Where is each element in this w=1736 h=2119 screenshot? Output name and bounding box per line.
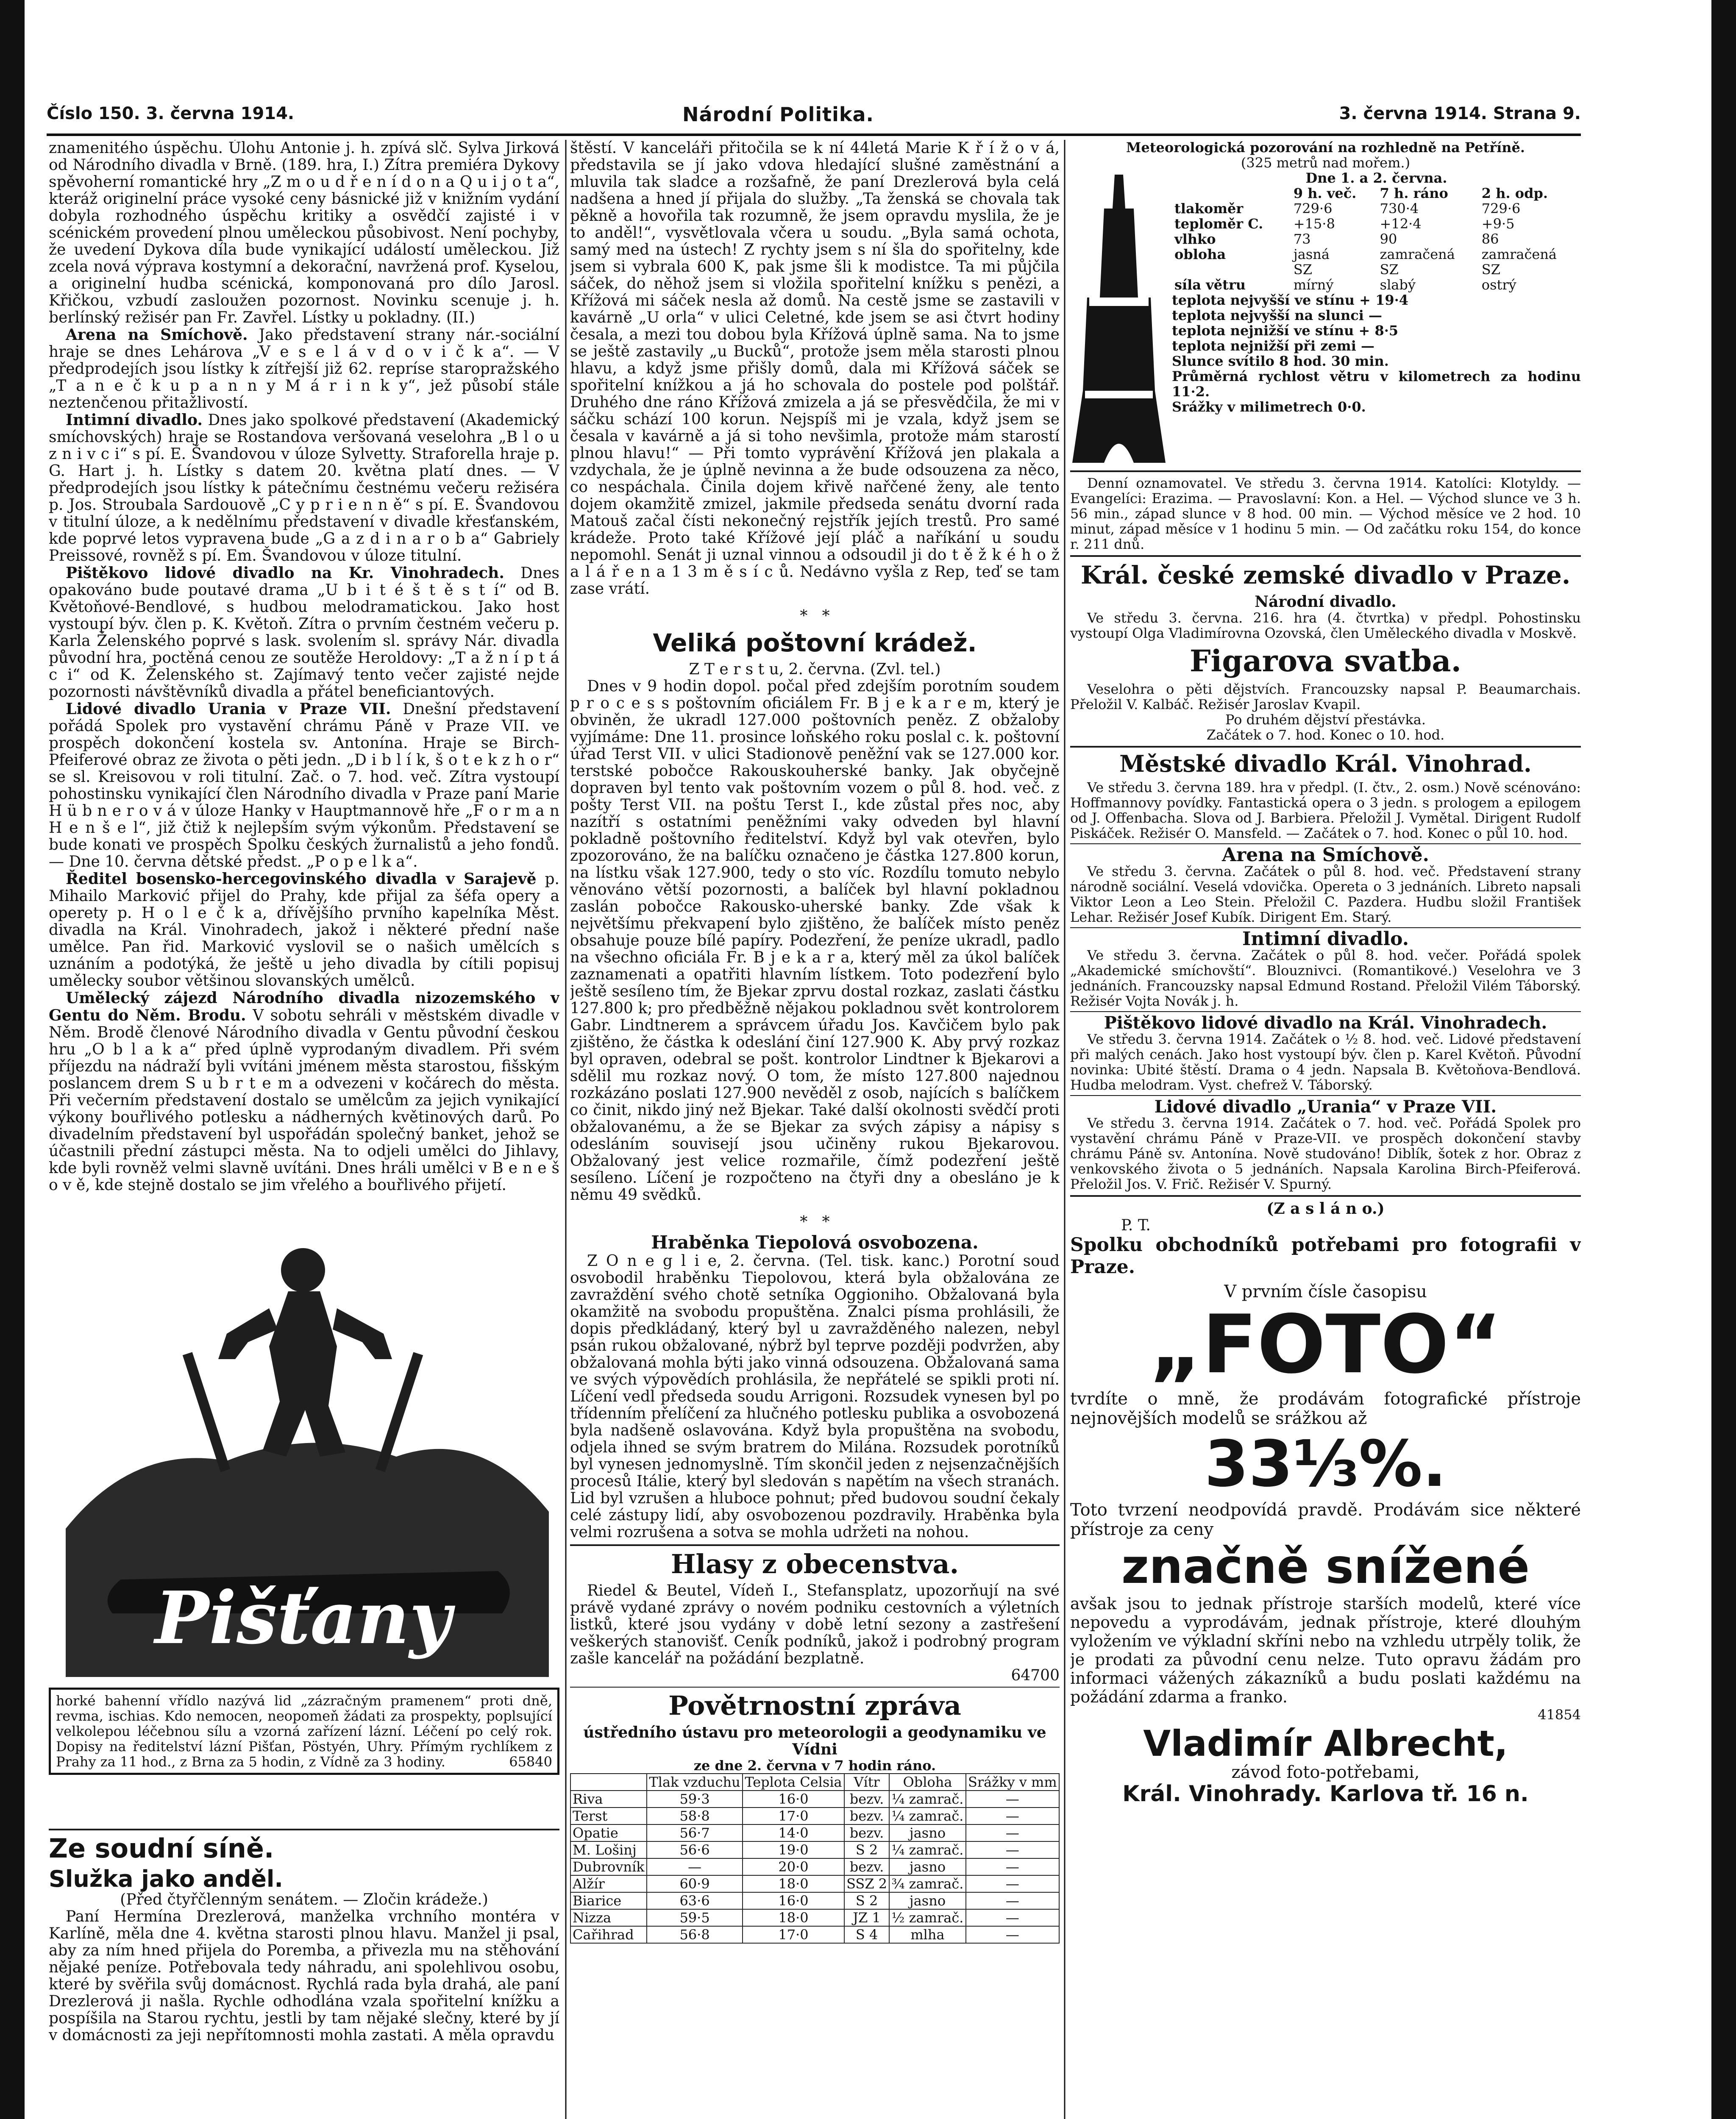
petrin-obs-row bbox=[1172, 216, 1581, 231]
petrin-obs-block bbox=[1070, 170, 1581, 467]
petrin-obs-value: 86 bbox=[1481, 231, 1499, 247]
weather-cell: bezv. bbox=[844, 1824, 889, 1841]
weather-cell: ¼ zamrač. bbox=[889, 1841, 965, 1858]
weather-cell: ¼ zamrač. bbox=[889, 1791, 965, 1808]
weather-cell: 19·0 bbox=[743, 1841, 844, 1858]
petrin-obs-label: obloha bbox=[1174, 246, 1226, 262]
petrin-obs-title: Meteorologická pozorování na rozhledně na Petříně. bbox=[1126, 140, 1525, 156]
foto-pt: P. T. bbox=[1121, 1217, 1151, 1234]
section-stars-2: * * bbox=[800, 1213, 830, 1231]
divider-9 bbox=[1070, 1011, 1581, 1012]
weather-cell: — bbox=[966, 1875, 1059, 1892]
national-theatre-play-text: Veselohra o pěti dějstvích. Francouzsky napsal P. Beaumarchais. Přeložil V. Kalbáč. Režisér Jaroslav Kvapil. bbox=[1070, 681, 1581, 712]
weather-row bbox=[570, 1909, 1059, 1926]
postal-theft-text: Dnes v 9 hodin dopol. počal před zdejším porotním soudem p r o c e s s poštovním oficiálem Fr. B j e k a r e m, který je obviněn, že ukradl 127.000 poštovních peněz. Z obžaloby vyjímáme: Dne 11. prosince loňského roku poslal c. k. poštovní úřad Terst VII. v ulici Stadionově peněžní vak se 127.000 kor. terstské pobočce Rakouskouherské banky. Jak obyčejně dopraven byl tento vak poštovním vozem o půl 8. hod. več. z pošty Terst VII. na poštu Terst I., kde zůstal přes noc, aby nazítří s ostatními peněžními vaky odveden byl hlavní pokladně poštovního ředitelství. Když byl vak otevřen, bylo zpozorováno, že na balíčku označeno je částka 127.800 korun, na lístku však 127.900, tedy o sto víc. Rozdílu tomuto nebylo věnováno větší pozornosti, a balíček byl hlavní pokladnou zaslán pobočce Rakousko-uherské banky. Zde však k největšímu překvapení bylo zjištěno, že balíček místo peněz obsahuje pouze bílé papíry. Podezření, že peníze ukradl, padlo na všechno oficiála Fr. B j e k a r a, který měl za úkol balíček zaznamenati a opatřiti hlavním lístkem. Toto podezření bylo ještě sesíleno tím, že Bjekar zprvu dostal rozkaz, zaslati částku 127.800 k; pro předběžně nějakou pokladnou svět kontrolorem Gabr. Lindtnerem a správcem úřadu Jos. Kavčičem bylo pak zjištěno, že částka k odeslání činí 127.900 K. Aby prvý rozkaz byl opraven, odebral se pošt. kontrolor Lindtner k Bjekarovi a sdělil mu rozkaz nový. O tom, že místo 127.800 najednou rozkázáno poslati 127.900 nevěděl z osob, najících s balíčkem co činit, nikdo jiný než Bjekar. Také další okolnosti svědčí proti obžalovanému, a že se Bjekar za svých zápisy a nápisy s odesláním souvisejí jsou učiněny rukou Bjekarovou. Obžalovaný jest velice rozmařile, čímž podezření ještě sesíleno. Líčení je rozpočteno na čtyři dny a obesláno je k němu 49 svědků. bbox=[570, 678, 1060, 1204]
weather-col-header: Tlak vzduchu bbox=[647, 1774, 743, 1791]
weather-cell: 63·6 bbox=[647, 1892, 743, 1909]
weather-cell: bezv. bbox=[844, 1808, 889, 1824]
foto-magazine-title: „FOTO“ bbox=[1149, 1298, 1502, 1391]
weather-table-header bbox=[570, 1774, 1059, 1791]
pistany-illustration bbox=[49, 1207, 559, 1681]
intimate-theatre-text: Ve středu 3. června. Začátek o půl 8. hod. večer. Pořádá spolek „Akademické smíchovští“. Blouznivci. (Romantikové.) Veselohra ve 3 jednáních. Francouzsky napsal Edmund Rostand. Přeložil Vilém Táborský. Režisér Vojta Novák j. h. bbox=[1070, 947, 1581, 1009]
weather-cell: Biarice bbox=[570, 1892, 647, 1909]
foto-text-2: Toto tvrzení neodpovídá pravdě. Prodávám sice některé přístroje za ceny bbox=[1070, 1500, 1581, 1539]
petrin-obs-value: +9·5 bbox=[1481, 216, 1515, 232]
weather-cell: 59·5 bbox=[647, 1909, 743, 1926]
petrin-obs-value: 90 bbox=[1380, 231, 1397, 247]
national-theatre-sub: Národní divadlo. bbox=[1255, 593, 1397, 611]
weather-cell: ¼ zamrač. bbox=[889, 1808, 965, 1824]
petrin-obs-value: 729·6 bbox=[1481, 200, 1521, 217]
foto-number: 41854 bbox=[1538, 1707, 1581, 1723]
petrin-obs-date: Dne 1. a 2. června. bbox=[1305, 170, 1447, 186]
court-senate: (Před čtyřčlenným senátem. — Zločin krádeže.) bbox=[120, 1891, 488, 1908]
vinohrady-theatre-title: Městské divadlo Král. Vinohrad. bbox=[1119, 750, 1532, 777]
foto-text-1: tvrdíte o mně, že prodávám fotografické přístroje nejnovějších modelů se srážkou až bbox=[1070, 1389, 1581, 1428]
column-1 bbox=[49, 140, 559, 2119]
tiepolo-title: Hraběnka Tiepolová osvobozena. bbox=[651, 1232, 979, 1253]
weather-row bbox=[570, 1841, 1059, 1858]
petrin-obs-extra-line: Průměrná rychlost větru v kilometrech za hodinu 11·2. bbox=[1172, 368, 1581, 400]
petrin-obs-value: SZ bbox=[1380, 261, 1399, 278]
public-voices-title: Hlasy z obecenstva. bbox=[670, 1549, 959, 1580]
weather-cell: — bbox=[647, 1858, 743, 1875]
weather-cell: jasno bbox=[889, 1858, 965, 1875]
national-theatre-pause: Po druhém dějství přestávka. bbox=[1225, 712, 1426, 728]
weather-col-header: Srážky v mm bbox=[966, 1774, 1059, 1791]
petrin-obs-value: +12·4 bbox=[1380, 216, 1422, 232]
public-voices-number: 64700 bbox=[1011, 1667, 1060, 1684]
petrin-obs-time: 2 h. odp. bbox=[1481, 185, 1548, 201]
petrin-obs-extra-line: teplota nejnižší při zemi — bbox=[1172, 338, 1374, 354]
weather-cell: Cařihrad bbox=[570, 1926, 647, 1943]
weather-cell: Terst bbox=[570, 1808, 647, 1824]
petrin-obs-row bbox=[1172, 247, 1581, 262]
weather-cell: JZ 1 bbox=[844, 1909, 889, 1926]
header-date-page: 3. června 1914. Strana 9. bbox=[1339, 104, 1581, 123]
weather-cell: Nizza bbox=[570, 1909, 647, 1926]
weather-cell: jasno bbox=[889, 1824, 965, 1841]
petrin-obs-time: 9 h. več. bbox=[1293, 185, 1357, 201]
foto-addressee: Spolku obchodníků potřebami pro fotografii v Praze. bbox=[1070, 1234, 1581, 1278]
weather-cell: 18·0 bbox=[743, 1909, 844, 1926]
petrin-obs-row bbox=[1172, 231, 1581, 247]
weather-cell: mlha bbox=[889, 1926, 965, 1943]
weather-date: ze dne 2. června v 7 hodin ráno. bbox=[693, 1757, 936, 1774]
weather-col-header: Vítr bbox=[844, 1774, 889, 1791]
zajezd-text: V sobotu sehráli v městském divadle v Něm. Brodě členové Národního divadla v Gentu původní českou hru „O b l a k a“ před úplně vyprodaným divadlem. Při svém příjezdu na nádraží byli vvítáni jménem města starostou, fišským poslancem drem S u b r t e m a odvezeni v kočárech do města. Při večerním představení dostalo se umělcům za jejich vynikající výkony bouřlivého potlesku a nádherných květinových darů. Po divadelním představení byl uspořádán společný banket, jehož se účastnili přední zástupci města. Na to odjeli umělci do Jihlavy, kde byli rovněž velmi slavně uvítáni. Dnes hráli umělci v B e n e š o v ě, kde stejně dostalo se jim vřelého a bouřlivého přijetí. bbox=[49, 1007, 559, 1194]
national-theatre-play: Figarova svatba. bbox=[1189, 643, 1461, 679]
pistany-ad-box bbox=[49, 1688, 559, 1775]
weather-title: Povětrnostní zpráva bbox=[668, 1690, 961, 1721]
petrin-obs-extra-line: Srážky v milimetrech 0·0. bbox=[1172, 399, 1366, 415]
pistek-heading: Pištěkovo lidové divadlo na Kr. Vinohradech. bbox=[66, 564, 504, 582]
foto-zaslano: (Z a s l á n o.) bbox=[1266, 1200, 1385, 1218]
court-story-continued: štěstí. V kanceláři přitočila se k ní 44letá Marie K ř í ž o v á, představila se jí jako vdova hledající slušné zaměstnání a mluvila tak sladce a rozšafně, že paní Drezlerová byla celá nadšena a hned jí přijala do služby. „Ta ženská se chovala tak pěkně a hovořila tak rozumně, že jsem opravdu myslila, že je to anděl!“, vysvětlovala včera u soudu. „Byla samá ochota, samý med na ústech! Z rychty jsem s ní šla do spořitelny, kde jsem si vybrala 600 K, pak jsme šli k modistce. Ta mi půjčila sáček, do něhož jsem si vložila spořitelní knížku s penězi, a Křížová mi sáček nesla až domů. Na cestě jsme se zastavili v kavárně „U orla“ v ulici Celetné, kde jsem se asi čtvrt hodiny česala, a mezi tou dobou byla Křížová úplně sama. Na to jsme se ještě zastavily „u Bucků“, protože jsem měla starosti plnou hlavu, a když jsme přišly domů, dala mi Křížová sáček se spořitelní knížkou a já ho schovala do postele pod polštář. Druhého dne ráno Křížová zmizela a já se přesvědčila, že mi v sáčku schází 100 korun. Nejspíš mi je vzala, když jsem se česala v kavárně a já si toho nevšimla, protože mám starostí plnou hlavu!“ — Při tomto vyprávění Křížová jen plakala a vzdychala, že je úplně nevinna a že bude odsouzena za něco, co nespáchala. Činila dojem křivě nařčené ženy, ale tento dojem okamžitě zmizel, jakmile předseda senátu dvorní rada Matouš začal čísti nekonečný rejstřík jejích trestů. Pro samé krádeže. Proto také Křížové její pláč a naříkání u soudu nepomohl. Senát ji uznal vinnou a odsoudil ji do t ě ž k é h o ž a l á ř e n a 1 3 m ě s í c ů. Nedávno vyšla z Rep, teď se tam zase vrátí. bbox=[570, 140, 1060, 598]
weather-col-header: Obloha bbox=[889, 1774, 965, 1791]
zajezd-heading: Umělecký zájezd Národního divadla nizozemského v Gentu do Něm. Brodu. bbox=[49, 989, 559, 1024]
divider-5 bbox=[1070, 555, 1581, 557]
urania-theatre-title: Lidové divadlo „Urania“ v Praze VII. bbox=[1154, 1097, 1497, 1117]
weather-cell: S 2 bbox=[844, 1892, 889, 1909]
daily-announcer: Denní oznamovatel. Ve středu 3. června 1914. Katolíci: Klotyldy. — Evangelíci: Erazima. — Pravoslavní: Kon. a Hel. — Východ slunce ve 3 h. 56 min., západ slunce v 8 hod. 00 min. — Východ měsíce ve 2 hod. 10 minut, západ měsíce v 1 hodinu 5 min. — Od začátku roku 154, do konce r. 211 dnů. bbox=[1070, 475, 1581, 552]
petrin-obs-row bbox=[1172, 201, 1581, 216]
pistany-ad-text: horké bahenní vřídlo nazývá lid „zázračným pramenem“ proti dně, revma, ischias. Kdo nemocen, neopomeň žádati za prospekty, poplsující velkolepou léčebnou sílu a vzorná zařízení lázní. Léčení po celý rok. Dopisy na ředitelství lázní Pišťan, Pöstyén, Uhry. Přímým rychlíkem z Prahy za 11 hod., z Brna za 5 hodin, z Vídně za 3 hodiny. bbox=[56, 1693, 552, 1770]
foto-percent: 33⅓%. bbox=[1204, 1427, 1447, 1501]
divider bbox=[49, 1829, 559, 1830]
national-theatre-title: Král. české zemské divadlo v Praze. bbox=[1080, 561, 1571, 590]
divider-10 bbox=[1070, 1095, 1581, 1096]
foto-discount: značně snížené bbox=[1121, 1539, 1530, 1594]
arena-text: Jako představení strany nár.-sociální hraje se dnes Lehárova „V e s e l á v d o v i č k a“. — V předprodejích jsou lístky k zítřejší již 62. repríse staropražského „T a n e č k u p a n n y M á r i n k y“, jež působí stále neztenčenou přitažlivostí. bbox=[49, 326, 559, 412]
petrin-obs-time: 7 h. ráno bbox=[1380, 185, 1448, 201]
intimate-theatre-title: Intimní divadlo. bbox=[1242, 928, 1409, 950]
petrin-obs-value: SZ bbox=[1293, 261, 1313, 278]
petrin-obs-row bbox=[1172, 277, 1581, 292]
weather-cell: — bbox=[966, 1892, 1059, 1909]
arena-heading: Arena na Smíchově. bbox=[66, 326, 248, 344]
petrin-obs-row bbox=[1172, 262, 1581, 277]
weather-cell: Dubrovník bbox=[570, 1858, 647, 1875]
court-story-title: Služka jako anděl. bbox=[49, 1866, 283, 1892]
divider-3 bbox=[570, 1687, 1060, 1688]
pistany-brand: Pišťany bbox=[155, 1576, 451, 1660]
foto-advertisement bbox=[1070, 1200, 1581, 1807]
weather-table-body bbox=[570, 1791, 1059, 1943]
weather-cell: — bbox=[966, 1926, 1059, 1943]
weather-cell: bezv. bbox=[844, 1858, 889, 1875]
divider-11 bbox=[1070, 1195, 1581, 1197]
petrin-obs-value: 73 bbox=[1293, 231, 1311, 247]
weather-row bbox=[570, 1892, 1059, 1909]
divider-2 bbox=[570, 1544, 1060, 1546]
divider-4 bbox=[1070, 470, 1581, 472]
pistek-text: Dnes opakováno bude poutavé drama „U b i t é š t ě s t í“ od B. Květoňové-Bendlové, s hudbou melodramatickou. Jako host vystoupí býv. člen p. K. Květoň. Zítra o prvním čestném večeru p. Karla Želenského poprvé s lask. svolením sl. správy Nár. divadla původní hra, poctěná cenou ze soutěže Heroldovy: „T a ž n í p t á c i“ od K. Želenského st. Zajímavý tento večer zajisté nejde pozornosti návštěvníků divadla a přátel beneficiantových. bbox=[49, 565, 559, 701]
petrin-obs-extra-line: teplota nejvyšší ve stínu + 19·4 bbox=[1172, 292, 1408, 308]
petrin-obs-extra-line: teplota nejvyšší na slunci — bbox=[1172, 307, 1383, 323]
foto-signature-firm: závod foto-potřebami, bbox=[1231, 1763, 1420, 1782]
weather-table bbox=[570, 1773, 1060, 1944]
sarajevo-text: p. Mihailo Marković přijel do Prahy, kde přijal za šéfa opery a operety p. H o l e č k a, dřívějšího prvního kapelníka Měst. divadla na Král. Vinohradech, jakož i některé přední naše umělce. Pan řid. Marković vyslovil se o našich umělcích s uznáním a podotýká, že ještě u jeho divadla by cítili popisuj umělecky soubor většinou slovanských umělců. bbox=[49, 870, 559, 990]
urania-theatre-text: Ve středu 3. června 1914. Začátek o 7. hod. več. Pořádá Spolek pro vystavění chrámu Páně v Praze-VII. ve prospěch dokončení stavby chrámu Páně sv. Antonína. Nově studováno! Diblík, šotek z hor. Obraz z venkovského života o 5 jednáních. Napsala Karolina Birch-Pfeiferová. Přeložil Jos. V. Frič. Režisér V. Spurný. bbox=[1070, 1115, 1581, 1192]
national-theatre-text: Ve středu 3. června. 216. hra (4. čtvrtka) v předpl. Pohostinsku vystoupí Olga Vladimírovna Ozovská, člen Uměleckého divadla v Moskvě. bbox=[1070, 610, 1581, 641]
weather-col-header: Teplota Celsia bbox=[743, 1774, 844, 1791]
weather-cell: Opatie bbox=[570, 1824, 647, 1841]
petrin-obs-label: tlakoměr bbox=[1174, 200, 1244, 217]
weather-cell: 56·6 bbox=[647, 1841, 743, 1858]
pistek-theatre-text: Ve středu 3. června 1914. Začátek o ½ 8. hod. več. Lidové představení při malých cenách. Jako host vystoupí býv. člen p. Karel Květoň. Původní novinka: Ubité štěstí. Drama o 4 jedn. Napsala B. Květoňova-Bendlová. Hudba melodram. Vyst. chefrež V. Táborský. bbox=[1070, 1031, 1581, 1093]
postal-theft-dateline: Z T e r s t u, 2. června. (Zvl. tel.) bbox=[689, 661, 941, 678]
tiepolo-text: Z O n e g l i e, 2. června. (Tel. tisk. kanc.) Porotní soud osvobodil hraběnku Tiepolovou, která byla obžalována ze zavraždění svého chotě setníka Oggioniho. Obžalovaná byla okamžitě na svobodu propuštěna. Znalci písma prohlásili, že dopis předkládaný, který byl u zavražděného nalezen, nebyl psán rukou obžalované, nýbrž byl teprve později podvržen, aby obžalovaná mohla býti jako vinná odsouzena. Obžalovaná sama ve svých výpovědích prohlásila, že nepřátelé se spikli proti ní. Líčení vedl předseda soudu Arrigoni. Rozsudek vynesen byl po třídenním přelíčení za hlučného potlesku publika a osvobozená byla nadšeně oslavována. Když byla propuštěna na svobodu, odjela ihned se svým bratrem do Milána. Rozsudek porotníků byl vynesen jednomyslně. Tím skončil jeden z nejsenzačnějších procesů Itálie, který byl sledován s napětím na všech stranách. Lid byl vzrušen a hluboce pohnut; před budovou soudní čekaly celé zástupy lidí, aby osvobozenou pozdravily. Hraběnka byla velmi rozrušena a sotva se mohla udržeti na nohou. bbox=[570, 1252, 1060, 1541]
weather-cell: 17·0 bbox=[743, 1808, 844, 1824]
petrin-obs-sub: (325 metrů nad mořem.) bbox=[1241, 155, 1410, 171]
pistany-advertisement bbox=[49, 1207, 559, 1825]
petrin-obs-label: síla větru bbox=[1174, 277, 1246, 293]
weather-row bbox=[570, 1875, 1059, 1892]
weather-col-header bbox=[570, 1774, 647, 1791]
column-3 bbox=[1070, 140, 1581, 2119]
petrin-obs-extra-line: teplota nejnižší ve stínu + 8·5 bbox=[1172, 323, 1399, 339]
urania-heading: Lidové divadlo Urania v Praze VII. bbox=[66, 700, 391, 718]
intimni-heading: Intimní divadlo. bbox=[66, 411, 203, 429]
public-voices-text: Riedel & Beutel, Vídeň I., Stefansplatz, upozorňují na své právě vydané zprávy o novém podniku cestovních a výletních listků, které jsou vydány v době letní sezony a zastřešení veškerých stanovišť. Ceník podníků, jakož i podrobný program zašle kancelář na požádání bezplatně. bbox=[570, 1582, 1060, 1667]
weather-row bbox=[570, 1926, 1059, 1943]
crutch-breaker-figure bbox=[183, 1248, 423, 1472]
weather-cell: 56·8 bbox=[647, 1926, 743, 1943]
foto-signature-name: Vladimír Albrecht, bbox=[1143, 1723, 1508, 1764]
weather-cell: 18·0 bbox=[743, 1875, 844, 1892]
petrin-obs-value: zamračená bbox=[1481, 246, 1557, 262]
arena-theatre-title: Arena na Smíchově. bbox=[1221, 844, 1429, 866]
weather-cell: — bbox=[966, 1791, 1059, 1808]
weather-cell: 14·0 bbox=[743, 1824, 844, 1841]
section-stars: * * bbox=[800, 607, 830, 625]
weather-cell: SSZ 2 bbox=[844, 1875, 889, 1892]
column-2 bbox=[570, 140, 1060, 2119]
weather-row bbox=[570, 1858, 1059, 1875]
weather-cell: — bbox=[966, 1858, 1059, 1875]
intimni-text: Dnes jako spolkové představení (Akademický smíchovských) hraje se Rostandova veršovaná veselohra „B l o u z n i v c i“ s pí. E. Švandovou v úloze Sylvetty. Straforella hraje p. G. Hart j. h. Lístky s datem 20. května platí dnes. — V předprodejích jsou lístky k pátečnímu čestnému večeru režiséra p. Jos. Stroubala Sardouově „C y p r i e n n ě“ s pí. E. Švandovou v titulní úloze, a k nedělnímu představení v divadle křesťanském, kde poprvé letos vypravena bude „G a z d i n a r o b a“ Gabriely Preissové, rovněž s pí. Em. Švandovou v úloze titulní. bbox=[49, 412, 559, 565]
header-masthead: Národní Politika. bbox=[682, 103, 874, 126]
postal-theft-title: Veliká poštovní krádež. bbox=[653, 628, 977, 657]
weather-cell: ½ zamrač. bbox=[889, 1909, 965, 1926]
petrin-obs-extra-line: Slunce svítilo 8 hod. 30 min. bbox=[1172, 353, 1389, 369]
weather-cell: — bbox=[966, 1841, 1059, 1858]
weather-cell: Alžír bbox=[570, 1875, 647, 1892]
petrin-obs-extra bbox=[1172, 292, 1581, 414]
pistany-ad-number: 65840 bbox=[509, 1754, 552, 1770]
weather-cell: — bbox=[966, 1808, 1059, 1824]
petrin-obs-label: teploměr C. bbox=[1174, 216, 1263, 232]
weather-cell: S 4 bbox=[844, 1926, 889, 1943]
petrin-obs-header bbox=[1172, 186, 1581, 201]
weather-row bbox=[570, 1808, 1059, 1824]
petrin-obs-label: vlhko bbox=[1174, 231, 1216, 247]
sarajevo-heading: Ředitel bosensko-hercegovinského divadla v Sarajevě bbox=[66, 870, 537, 888]
weather-cell: jasno bbox=[889, 1892, 965, 1909]
petrin-obs-value: zamračená bbox=[1380, 246, 1455, 262]
foto-signature-address: Král. Vinohrady. Karlova tř. 16 n. bbox=[1122, 1781, 1529, 1807]
petrin-obs-value: ostrý bbox=[1481, 277, 1516, 293]
weather-cell: 20·0 bbox=[743, 1858, 844, 1875]
running-header bbox=[47, 104, 1581, 133]
weather-institute: ústředního ústavu pro meteorologii a geodynamiku ve Vídni bbox=[583, 1724, 1046, 1758]
header-issue: Číslo 150. 3. června 1914. bbox=[47, 104, 295, 123]
petrin-obs-value: jasná bbox=[1293, 246, 1330, 262]
foto-text-3: avšak jsou to jednak přístroje starších modelů, které více nepovedu a vyprodávám, jednak přístroje, které dlouhým vyložením ve výkladní skříni nebo na vzhledu utrpěly tolik, že je prodati za původní cenu nelze. Tuto opravu žádám pro informaci vážených zákazníků a budu poslati každému na požádání zdarma a franko. bbox=[1070, 1594, 1581, 1706]
weather-cell: 16·0 bbox=[743, 1892, 844, 1909]
weather-cell: 17·0 bbox=[743, 1926, 844, 1943]
court-story-text: Paní Hermína Drezlerová, manželka vrchního montéra v Karlíně, měla dne 4. května starosti plnou hlavu. Manžel ji psal, aby za ním hned přijela do Poremba, a přivezla mu na stěhování nějaké peníze. Potřebovala tedy náhradu, ani spolehlivou osobu, které by svěřila svůj domácnost. Rychlá rada byla drahá, ale paní Drezlerová ji našla. Rychle odhodlána vzala spořitelní knížku a pospíšila na Starou rychtu, jestli by tam nějaké slečny, které by jí v domácnosti za jeji nepřítomnosti mohla zastati. A měla opravdu bbox=[49, 1908, 559, 2044]
weather-cell: — bbox=[966, 1909, 1059, 1926]
national-theatre-times: Začátek o 7. hod. Konec o 10. hod. bbox=[1206, 727, 1445, 743]
weather-cell: — bbox=[966, 1824, 1059, 1841]
petrin-obs-value: slabý bbox=[1380, 277, 1416, 293]
petrin-obs-value: 730·4 bbox=[1380, 200, 1419, 217]
weather-cell: S 2 bbox=[844, 1841, 889, 1858]
weather-cell: Riva bbox=[570, 1791, 647, 1808]
arena-theatre-text: Ve středu 3. června. Začátek o půl 8. hod. več. Představení strany národně sociální. Veselá vdovička. Opereta o 3 jednáních. Libreto napsali Viktor Leon a Leo Stein. Přeložil C. Pazdera. Hudbu složil František Lehar. Režisér Josef Kubík. Dirigent Em. Starý. bbox=[1070, 863, 1581, 925]
urania-text: Dnešní představení pořádá Spolek pro vystavění chrámu Páně v Praze VII. ve prospěch dokončení kostela sv. Antonína. Hraje se Birch-Pfeiferové obraz ze života o pěti jedn. „D i b l í k, š o t e k z h o r“ se sl. Kreisovou v roli titulní. Zač. o 7. hod. več. Zítra vystoupí pohostinsku vynikající člen Národního divadla v Praze paní Marie H ü b n e r o v á v úloze Hanky v Hauptmannově hře „F o r m a n H e n š e l“, již čtiž k nejlepším svým výkonům. Představení se bude konati ve prospěch Spolku českých žurnalistů a jeho fondů. — Dne 10. června dětské předst. „P o p e l k a“. bbox=[49, 701, 559, 870]
weather-cell: ¾ zamrač. bbox=[889, 1875, 965, 1892]
petrin-obs-table bbox=[1172, 186, 1581, 292]
petrin-obs-value: +15·8 bbox=[1293, 216, 1335, 232]
pistek-theatre-title: Pištěkovo lidové divadlo na Král. Vinohradech. bbox=[1104, 1013, 1547, 1033]
weather-cell: bezv. bbox=[844, 1791, 889, 1808]
petrin-tower-illustration bbox=[1070, 170, 1168, 467]
petrin-obs-label bbox=[1172, 262, 1291, 277]
petrin-obs-value: mírný bbox=[1293, 277, 1334, 293]
weather-row bbox=[570, 1791, 1059, 1808]
petrin-obs-value: SZ bbox=[1481, 261, 1500, 278]
weather-cell: 16·0 bbox=[743, 1791, 844, 1808]
weather-cell: 56·7 bbox=[647, 1824, 743, 1841]
weather-cell: 60·9 bbox=[647, 1875, 743, 1892]
vinohrady-theatre-text: Ve středu 3. června 189. hra v předpl. (I. čtv., 2. osm.) Nově scénováno: Hoffmannovy povídky. Fantastická opera o 3 jedn. s prologem a epilogem od J. Offenbacha. Slova od J. Barbiera. Přeložil J. Vymětal. Dirigent Rudolf Piskáček. Režisér O. Mansfeld. — Začátek o 7. hod. Konec o půl 10. hod. bbox=[1070, 779, 1581, 841]
weather-row bbox=[570, 1824, 1059, 1841]
weather-cell: 58·8 bbox=[647, 1808, 743, 1824]
petrin-obs-value: 729·6 bbox=[1293, 200, 1333, 217]
weather-cell: M. Lošinj bbox=[570, 1841, 647, 1858]
petrin-obs-data bbox=[1168, 170, 1581, 467]
divider-6 bbox=[1070, 746, 1581, 748]
theatre-text: znamenitého úspěchu. Úlohu Antonie j. h. zpívá slč. Sylva Jirková od Národního divadla v Brně. (189. hra, I.) Zítra premiéra Dykovy spěvoherní romantické hry „Z m o u d ř e n í d o n a Q u i j o t a“, kteráž originelní práce vysoké ceny básnické již v knižním vydání dobyla rozhodného úspěchu kritiky a osvědčí zajisté i v scénickém provedení plnou uměleckou působivost. Není pochyby, že uvedení Dykova díla bude vynikající událostí uměleckou. Již zcela nová výprava kostymní a dekorační, navržená prof. Kyselou, a originelní hudba scénická, komponovaná pro dílo Jarosl. Křičkou, vzbudí zasloužen pozornost. Novinku scenuje j. h. berlínský režisér pan Fr. Zavřel. Lístky u pokladny. (II.) bbox=[49, 140, 559, 326]
foto-intro: V prvním čísle časopisu bbox=[1224, 1282, 1427, 1301]
court-section-title: Ze soudní síně. bbox=[49, 1833, 274, 1864]
weather-cell: 59·3 bbox=[647, 1791, 743, 1808]
